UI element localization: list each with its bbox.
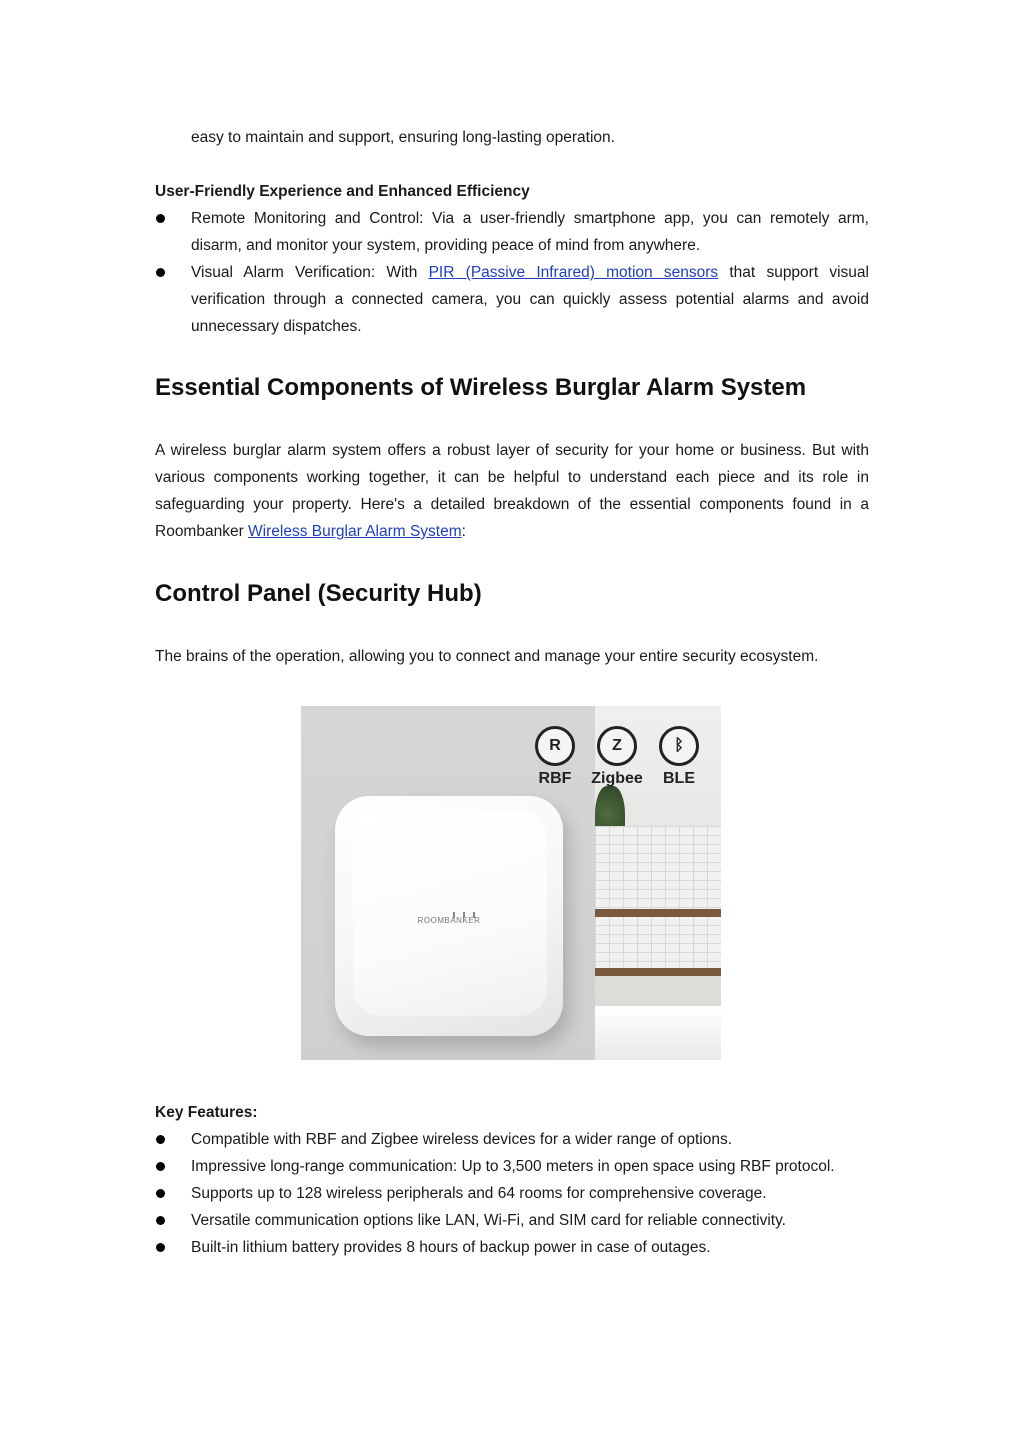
protocol-label: RBF xyxy=(538,770,572,787)
protocol-zigbee xyxy=(591,726,643,788)
list-item-text: Remote Monitoring and Control: Via a user-friendly smartphone app, you can remotely arm, disarm, and monitor your system, providing peace of mind from anywhere. xyxy=(191,210,869,254)
tile-wall xyxy=(595,826,721,976)
section-heading-user-friendly: User-Friendly Experience and Enhanced Efficiency xyxy=(155,183,530,200)
protocol-badges xyxy=(529,726,709,796)
list-item xyxy=(155,205,869,259)
intro-fragment: easy to maintain and support, ensuring long-lasting operation. xyxy=(191,129,615,146)
bullet-icon xyxy=(156,268,165,277)
bullet-icon xyxy=(156,1216,165,1225)
protocol-label: Zigbee xyxy=(591,770,643,787)
control-panel-paragraph: The brains of the operation, allowing you to connect and manage your entire security ecosystem. xyxy=(155,648,819,665)
control-panel-product-image xyxy=(301,706,721,1060)
protocol-ble xyxy=(653,726,705,788)
security-hub-device xyxy=(335,796,563,1036)
shelf-bottom xyxy=(595,968,721,976)
list-item xyxy=(155,1207,869,1234)
list-item-text: Compatible with RBF and Zigbee wireless devices for a wider range of options. xyxy=(191,1131,733,1148)
key-features-heading: Key Features: xyxy=(155,1104,258,1121)
zigbee-icon: Z xyxy=(597,726,637,766)
bluetooth-icon: ᛒ xyxy=(659,726,699,766)
bullet-icon xyxy=(156,1243,165,1252)
list-item xyxy=(155,1234,869,1261)
counter xyxy=(595,1006,721,1060)
bullet-icon xyxy=(156,1135,165,1144)
paragraph-text: A wireless burglar alarm system offers a robust layer of security for your home or business. But with various components working together, it can be helpful to understand each piece and its role in safeguarding your property. Here's a detailed breakdown of the essential components found in a Roombanker xyxy=(155,442,869,540)
components-paragraph xyxy=(155,437,869,545)
list-item xyxy=(155,1126,869,1153)
device-face xyxy=(353,810,547,1016)
list-item xyxy=(155,259,869,340)
heading-control-panel: Control Panel (Security Hub) xyxy=(155,580,482,607)
device-brand-logo: ROOMBANKER xyxy=(417,916,481,925)
bullet-icon xyxy=(156,1162,165,1171)
list-item-text-after: that support visual verification through a connected camera, you can quickly assess potential alarms and avoid unnecessary dispatches. xyxy=(191,264,869,335)
key-features-list xyxy=(155,1126,869,1261)
bullet-icon xyxy=(156,1189,165,1198)
protocol-label: BLE xyxy=(663,770,695,787)
list-item-text: Versatile communication options like LAN, Wi-Fi, and SIM card for reliable connectivity. xyxy=(191,1212,786,1229)
bullet-icon xyxy=(156,214,165,223)
wireless-burglar-alarm-link[interactable]: Wireless Burglar Alarm System xyxy=(248,523,462,540)
list-item-text-before: Visual Alarm Verification: With xyxy=(191,264,429,281)
pir-sensors-link[interactable]: PIR (Passive Infrared) motion sensors xyxy=(428,264,719,281)
user-friendly-list xyxy=(155,205,869,340)
rbf-icon: R xyxy=(535,726,575,766)
heading-essential-components: Essential Components of Wireless Burglar Alarm System xyxy=(155,374,807,401)
paragraph-text-after: : xyxy=(461,523,466,540)
shelf-top xyxy=(595,909,721,917)
list-item xyxy=(155,1180,869,1207)
list-item xyxy=(155,1153,869,1180)
list-item-text: Impressive long-range communication: Up to 3,500 meters in open space using RBF protocol. xyxy=(191,1158,835,1175)
list-item-text: Supports up to 128 wireless peripherals and 64 rooms for comprehensive coverage. xyxy=(191,1185,767,1202)
list-item-text: Built-in lithium battery provides 8 hours of backup power in case of outages. xyxy=(191,1239,711,1256)
protocol-rbf xyxy=(529,726,581,788)
